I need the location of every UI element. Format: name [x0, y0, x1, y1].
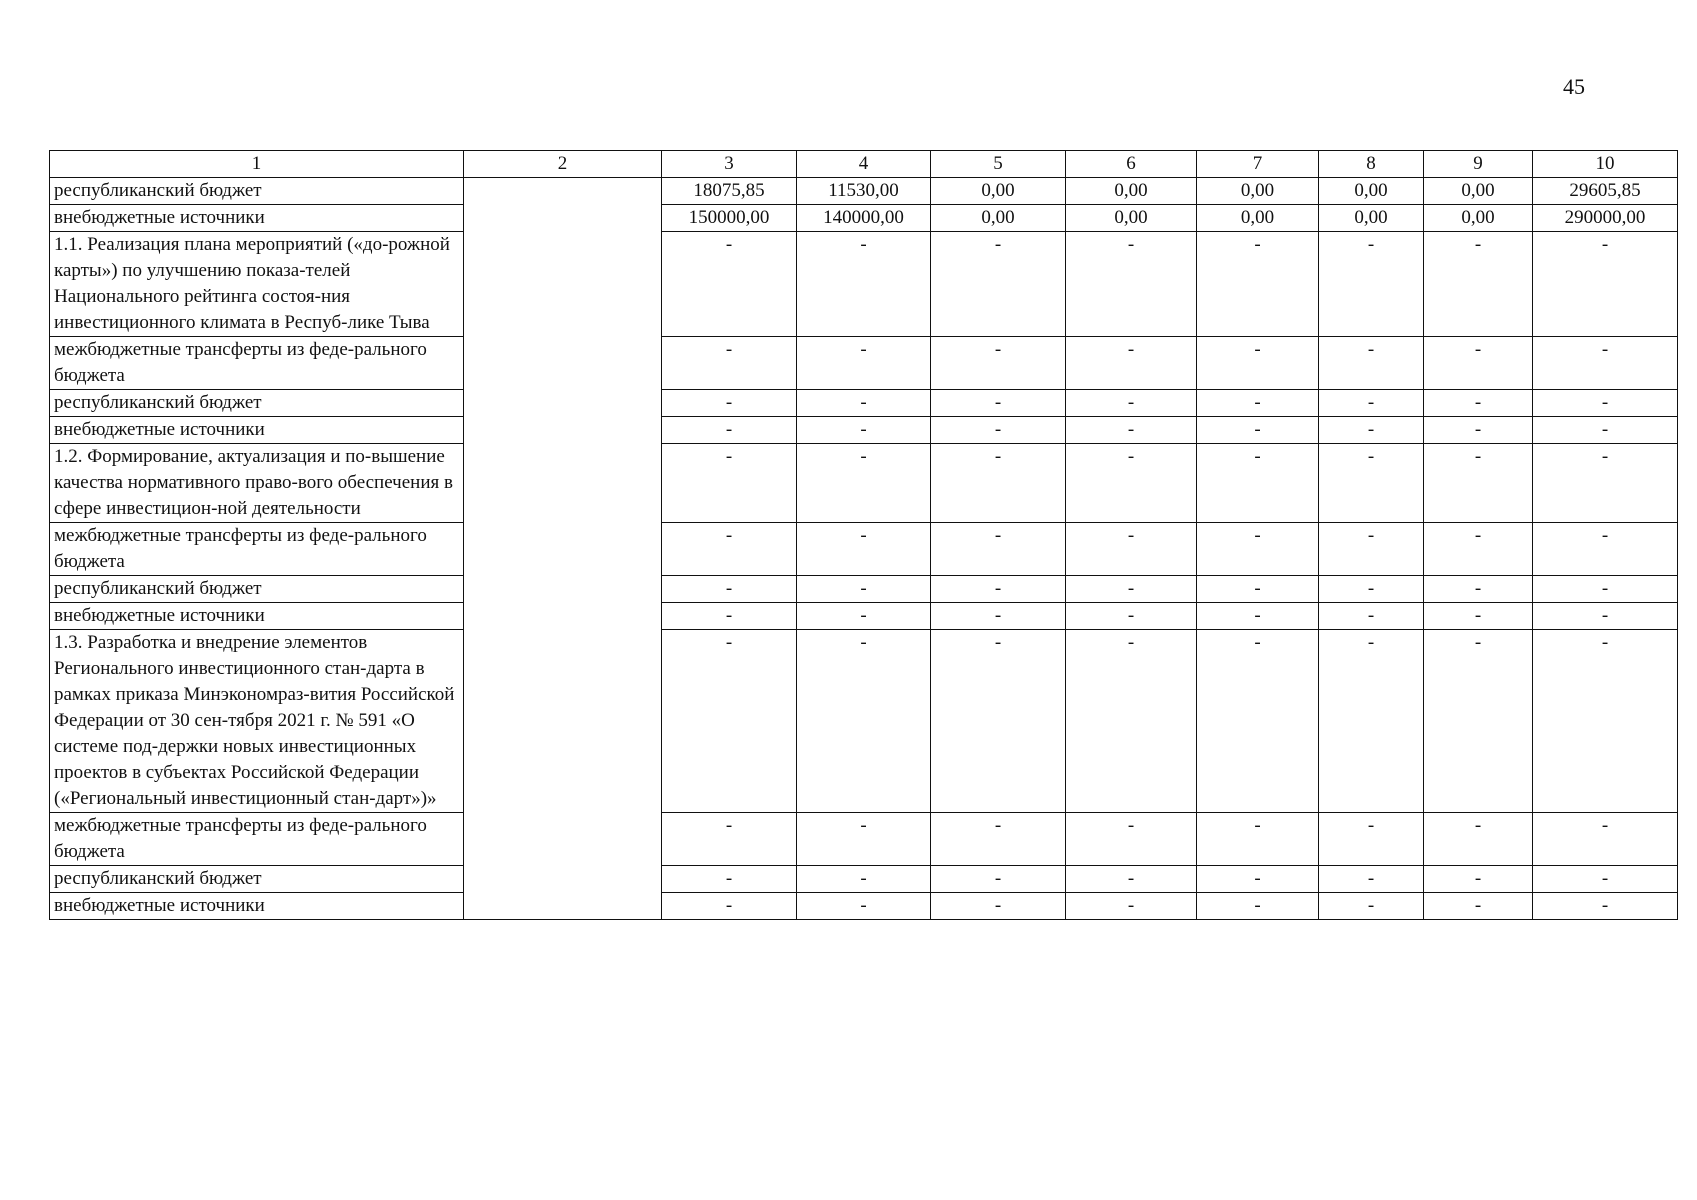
value-cell: - — [662, 866, 797, 893]
table-row — [50, 444, 1678, 523]
value-cell: - — [931, 337, 1066, 390]
value-cell: - — [931, 866, 1066, 893]
value-cell: - — [931, 232, 1066, 337]
value-cell: - — [1197, 603, 1319, 630]
row-label: республиканский бюджет — [50, 390, 464, 417]
value-cell: - — [1319, 576, 1424, 603]
value-cell: - — [931, 390, 1066, 417]
value-cell: - — [931, 893, 1066, 920]
value-cell: 150000,00 — [662, 205, 797, 232]
row-label: внебюджетные источники — [50, 205, 464, 232]
value-cell: - — [1424, 417, 1533, 444]
value-cell: - — [1066, 866, 1197, 893]
value-cell: - — [1319, 523, 1424, 576]
value-cell: - — [797, 390, 931, 417]
value-cell: - — [931, 523, 1066, 576]
value-cell: - — [1066, 444, 1197, 523]
value-cell: - — [1066, 390, 1197, 417]
value-cell: 0,00 — [1424, 205, 1533, 232]
value-cell: - — [797, 630, 931, 813]
value-cell: - — [931, 444, 1066, 523]
value-cell: - — [1319, 893, 1424, 920]
table-row — [50, 523, 1678, 576]
row-label: республиканский бюджет — [50, 576, 464, 603]
value-cell: - — [797, 232, 931, 337]
value-cell: - — [1319, 417, 1424, 444]
value-cell: 0,00 — [1319, 178, 1424, 205]
row-label: внебюджетные источники — [50, 893, 464, 920]
value-cell: - — [797, 444, 931, 523]
value-cell: - — [1533, 603, 1678, 630]
table-row — [50, 630, 1678, 813]
value-cell: - — [1424, 232, 1533, 337]
value-cell: - — [1319, 866, 1424, 893]
value-cell: - — [1533, 390, 1678, 417]
value-cell: 290000,00 — [1533, 205, 1678, 232]
value-cell: - — [1424, 523, 1533, 576]
value-cell: - — [1319, 603, 1424, 630]
value-cell: - — [1066, 417, 1197, 444]
value-cell: - — [1319, 813, 1424, 866]
table-row — [50, 866, 1678, 893]
value-cell: - — [1424, 337, 1533, 390]
table-row — [50, 178, 1678, 205]
value-cell: - — [1066, 603, 1197, 630]
value-cell: - — [662, 603, 797, 630]
value-cell: - — [797, 523, 931, 576]
column-2-cell — [464, 178, 662, 920]
row-label: межбюджетные трансферты из феде-рального бюджета — [50, 813, 464, 866]
row-label: внебюджетные источники — [50, 603, 464, 630]
value-cell: - — [1319, 337, 1424, 390]
value-cell: - — [1533, 523, 1678, 576]
value-cell: - — [1066, 630, 1197, 813]
value-cell: - — [1533, 893, 1678, 920]
header-cell: 7 — [1197, 151, 1319, 178]
row-label: 1.1. Реализация плана мероприятий («до-рожной карты») по улучшению показа-телей Национального рейтинга состоя-ния инвестиционного климата в Респуб-лике Тыва — [50, 232, 464, 337]
budget-table — [49, 150, 1678, 920]
value-cell: - — [1424, 813, 1533, 866]
value-cell: 0,00 — [1424, 178, 1533, 205]
value-cell: - — [1197, 523, 1319, 576]
value-cell: - — [662, 813, 797, 866]
table-body — [50, 151, 1678, 920]
value-cell: 0,00 — [931, 178, 1066, 205]
value-cell: - — [931, 417, 1066, 444]
page-number: 45 — [1563, 74, 1585, 99]
value-cell: 0,00 — [1197, 178, 1319, 205]
value-cell: 0,00 — [1319, 205, 1424, 232]
value-cell: - — [1424, 603, 1533, 630]
value-cell: - — [797, 337, 931, 390]
value-cell: - — [1319, 444, 1424, 523]
value-cell: 11530,00 — [797, 178, 931, 205]
value-cell: - — [662, 417, 797, 444]
value-cell: - — [1197, 630, 1319, 813]
row-label: межбюджетные трансферты из феде-рального бюджета — [50, 523, 464, 576]
value-cell: - — [662, 630, 797, 813]
value-cell: - — [662, 232, 797, 337]
value-cell: - — [1066, 576, 1197, 603]
header-cell: 3 — [662, 151, 797, 178]
header-row — [50, 151, 1678, 178]
value-cell: 0,00 — [931, 205, 1066, 232]
value-cell: - — [1197, 232, 1319, 337]
value-cell: - — [931, 576, 1066, 603]
value-cell: - — [797, 417, 931, 444]
table-row — [50, 603, 1678, 630]
value-cell: - — [797, 576, 931, 603]
header-cell: 9 — [1424, 151, 1533, 178]
value-cell: 0,00 — [1197, 205, 1319, 232]
header-cell: 6 — [1066, 151, 1197, 178]
value-cell: 29605,85 — [1533, 178, 1678, 205]
value-cell: - — [1197, 813, 1319, 866]
value-cell: - — [1197, 337, 1319, 390]
header-cell: 10 — [1533, 151, 1678, 178]
header-cell: 1 — [50, 151, 464, 178]
value-cell: - — [1197, 390, 1319, 417]
value-cell: - — [1197, 866, 1319, 893]
value-cell: - — [662, 576, 797, 603]
value-cell: - — [1066, 232, 1197, 337]
value-cell: - — [1424, 444, 1533, 523]
table-row — [50, 893, 1678, 920]
value-cell: 140000,00 — [797, 205, 931, 232]
value-cell: - — [1533, 576, 1678, 603]
value-cell: - — [1424, 893, 1533, 920]
value-cell: - — [1424, 630, 1533, 813]
value-cell: 0,00 — [1066, 178, 1197, 205]
value-cell: - — [1424, 390, 1533, 417]
value-cell: - — [1533, 232, 1678, 337]
value-cell: - — [797, 603, 931, 630]
value-cell: - — [1533, 337, 1678, 390]
table-row — [50, 813, 1678, 866]
value-cell: - — [931, 813, 1066, 866]
value-cell: - — [1197, 893, 1319, 920]
value-cell: - — [1533, 630, 1678, 813]
value-cell: - — [1533, 444, 1678, 523]
header-cell: 4 — [797, 151, 931, 178]
value-cell: - — [1066, 893, 1197, 920]
table-row — [50, 417, 1678, 444]
value-cell: - — [1424, 576, 1533, 603]
header-cell: 2 — [464, 151, 662, 178]
value-cell: - — [1319, 232, 1424, 337]
table-row — [50, 232, 1678, 337]
row-label: межбюджетные трансферты из феде-рального бюджета — [50, 337, 464, 390]
header-cell: 8 — [1319, 151, 1424, 178]
value-cell: - — [662, 893, 797, 920]
row-label: 1.2. Формирование, актуализация и по-вышение качества нормативного право-вого обеспечения в сфере инвестицион-ной деятельности — [50, 444, 464, 523]
row-label: 1.3. Разработка и внедрение элементов Регионального инвестиционного стан-дарта в рамках приказа Минэкономраз-вития Российской Федерации от 30 сен-тября 2021 г. № 591 «О системе под-держки новых инвестиционных проектов в субъектах Российской Федерации («Региональный инвестиционный стан-дарт»)» — [50, 630, 464, 813]
value-cell: - — [797, 813, 931, 866]
table-row — [50, 205, 1678, 232]
value-cell: - — [1197, 576, 1319, 603]
header-cell: 5 — [931, 151, 1066, 178]
value-cell: - — [1424, 866, 1533, 893]
value-cell: - — [931, 630, 1066, 813]
value-cell: 18075,85 — [662, 178, 797, 205]
value-cell: - — [1066, 813, 1197, 866]
value-cell: - — [1319, 390, 1424, 417]
value-cell: 0,00 — [1066, 205, 1197, 232]
value-cell: - — [1197, 417, 1319, 444]
value-cell: - — [797, 866, 931, 893]
table-row — [50, 337, 1678, 390]
value-cell: - — [1319, 630, 1424, 813]
value-cell: - — [1066, 337, 1197, 390]
row-label: республиканский бюджет — [50, 866, 464, 893]
value-cell: - — [662, 523, 797, 576]
value-cell: - — [1533, 866, 1678, 893]
row-label: внебюджетные источники — [50, 417, 464, 444]
value-cell: - — [662, 444, 797, 523]
value-cell: - — [662, 390, 797, 417]
value-cell: - — [797, 893, 931, 920]
value-cell: - — [1197, 444, 1319, 523]
table-row — [50, 390, 1678, 417]
value-cell: - — [1533, 813, 1678, 866]
value-cell: - — [931, 603, 1066, 630]
value-cell: - — [1533, 417, 1678, 444]
table-row — [50, 576, 1678, 603]
row-label: республиканский бюджет — [50, 178, 464, 205]
value-cell: - — [1066, 523, 1197, 576]
value-cell: - — [662, 337, 797, 390]
